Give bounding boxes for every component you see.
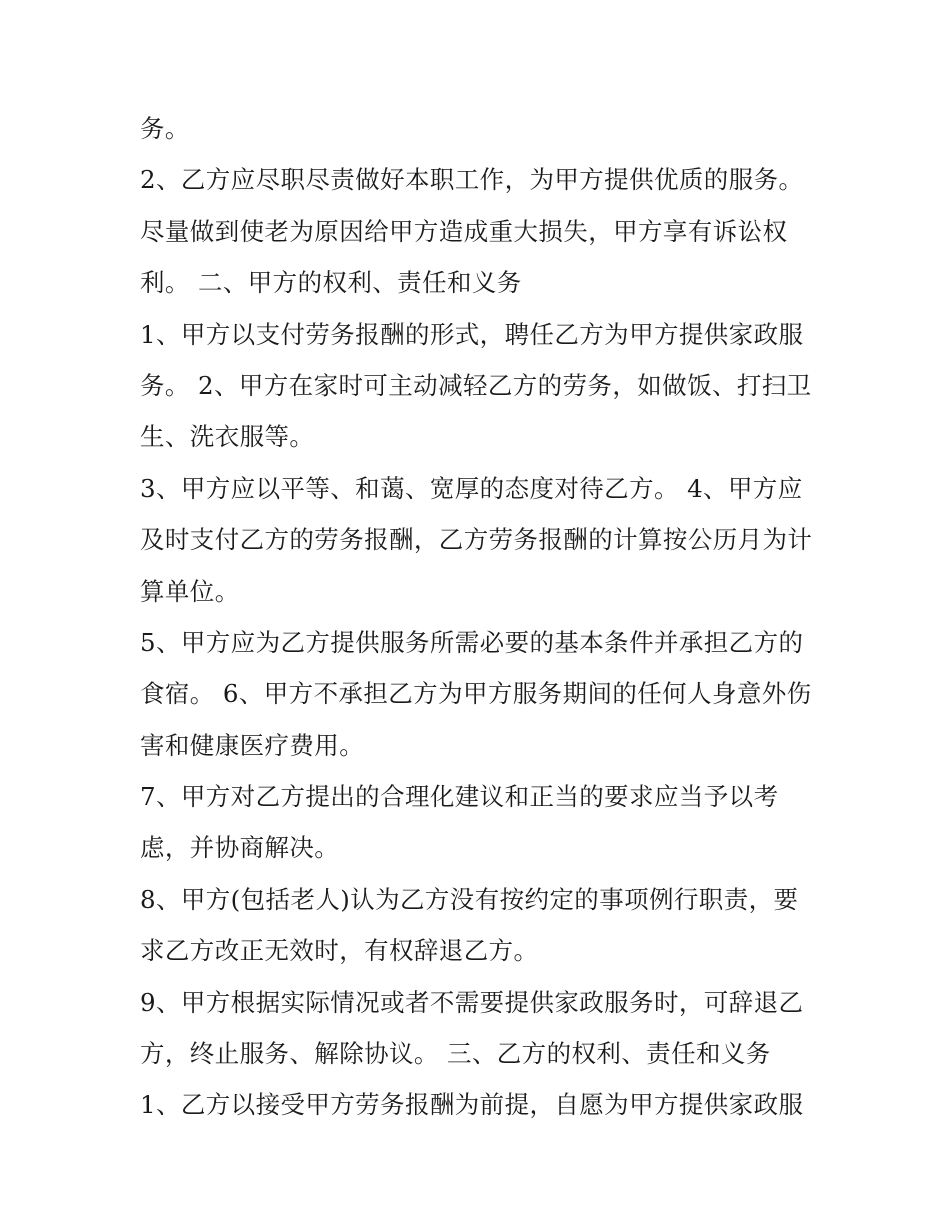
text-line: 务。 2、甲方在家时可主动减轻乙方的劳务，如做饭、打扫卫 — [140, 370, 812, 400]
text-line: 利。 二、甲方的权利、责任和义务 — [140, 268, 522, 298]
text-line: 7、甲方对乙方提出的合理化建议和正当的要求应当予以考 — [140, 782, 779, 812]
text-line: 3、甲方应以平等、和蔼、宽厚的态度对待乙方。 4、甲方应 — [140, 473, 803, 503]
text-line: 1、甲方以支付劳务报酬的形式，聘任乙方为甲方提供家政服 — [140, 319, 804, 349]
text-line: 2、乙方应尽职尽责做好本职工作，为甲方提供优质的服务。 — [140, 165, 804, 195]
text-line: 害和健康医疗费用。 — [140, 730, 365, 760]
text-line: 9、甲方根据实际情况或者不需要提供家政服务时，可辞退乙 — [140, 987, 804, 1017]
text-line: 8、甲方(包括老人)认为乙方没有按约定的事项例行职责，要 — [140, 884, 799, 914]
text-line: 务。 — [140, 114, 190, 143]
text-line: 算单位。 — [140, 576, 240, 606]
text-line: 及时支付乙方的劳务报酬，乙方劳务报酬的计算按公历月为计 — [140, 525, 813, 555]
text-line: 食宿。 6、甲方不承担乙方为甲方服务期间的任何人身意外伤 — [140, 679, 812, 709]
text-line: 5、甲方应为乙方提供服务所需必要的基本条件并承担乙方的 — [140, 627, 804, 657]
text-line: 1、乙方以接受甲方劳务报酬为前提，自愿为甲方提供家政服 — [140, 1090, 804, 1120]
text-line: 尽量做到使老为原因给甲方造成重大损失，甲方享有诉讼权 — [140, 216, 788, 246]
text-line: 生、洗衣服等。 — [140, 422, 315, 452]
text-line: 方，终止服务、解除协议。 三、乙方的权利、责任和义务 — [140, 1039, 771, 1069]
document-body — [140, 103, 830, 1131]
text-line: 求乙方改正无效时，有权辞退乙方。 — [140, 936, 539, 966]
text-line: 虑，并协商解决。 — [140, 833, 340, 863]
